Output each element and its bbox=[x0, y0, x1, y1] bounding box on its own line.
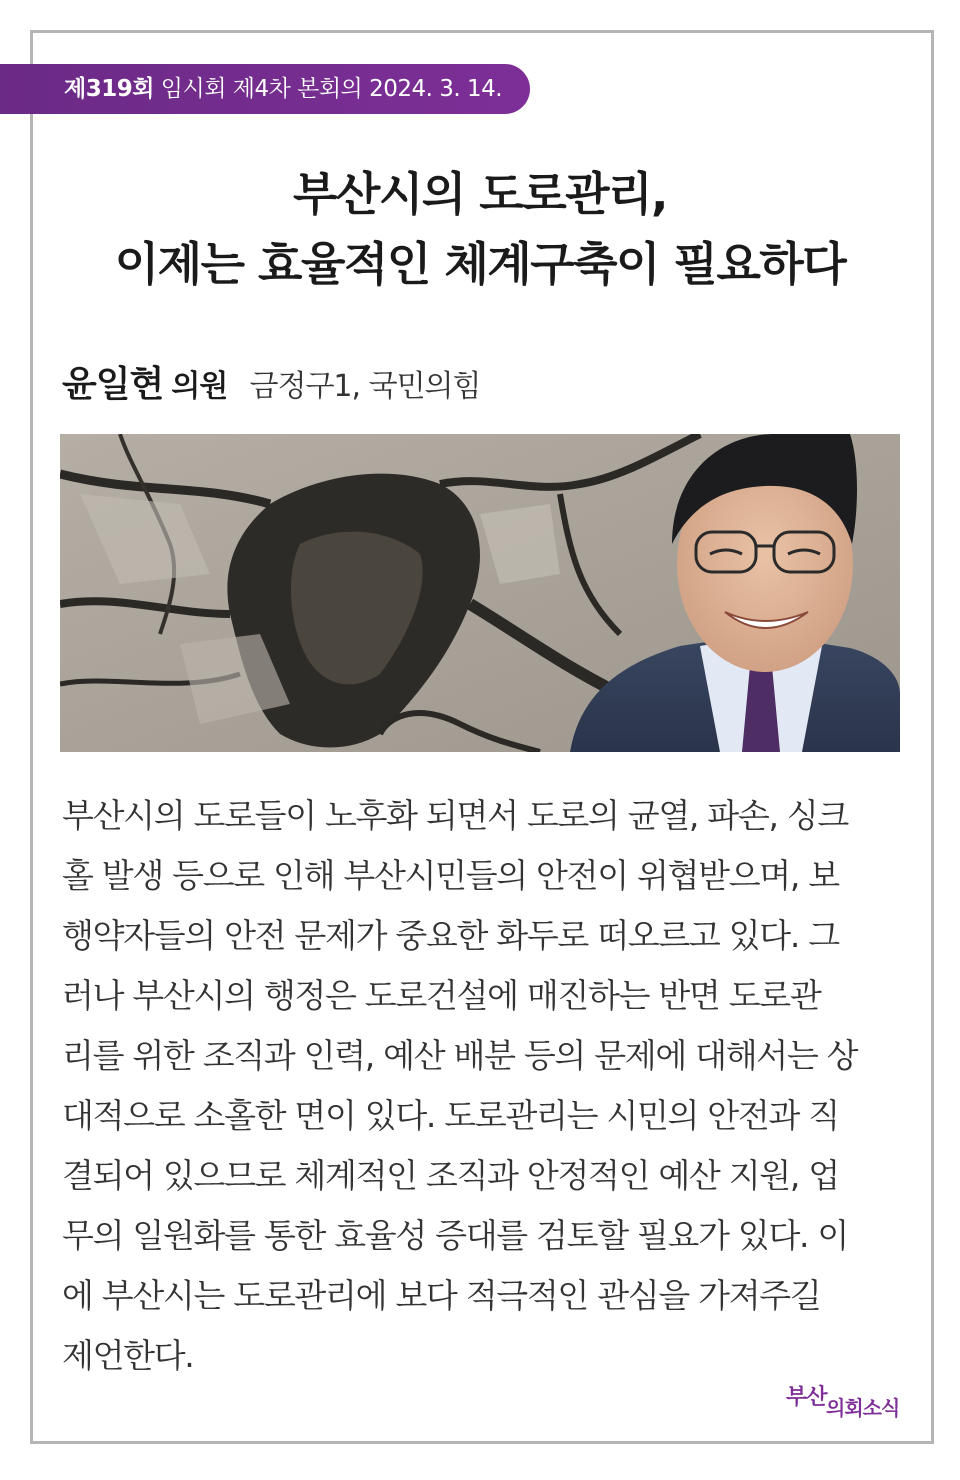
body-line: 대적으로 소홀한 면이 있다. 도로관리는 시민의 안전과 직 bbox=[62, 1096, 839, 1135]
body-line: 에 부산시는 도로관리에 보다 적극적인 관심을 가져주길 bbox=[62, 1276, 821, 1315]
logo-word-busan: 부산 bbox=[786, 1385, 827, 1410]
speaker-district: 금정구1, 국민의힘 bbox=[249, 369, 481, 404]
body-line: 결되어 있으므로 체계적인 조직과 안정적인 예산 지원, 업 bbox=[62, 1156, 839, 1195]
byline bbox=[62, 356, 481, 407]
body-line: 제언한다. bbox=[62, 1336, 194, 1375]
headline-line-1: 부산시의 도로관리, bbox=[293, 167, 667, 221]
article-photo bbox=[60, 434, 900, 752]
body-line: 행약자들의 안전 문제가 중요한 화두로 떠오르고 있다. 그 bbox=[62, 916, 839, 955]
body-line: 리를 위한 조직과 인력, 예산 배분 등의 문제에 대해서는 상 bbox=[62, 1036, 858, 1075]
article-body bbox=[62, 786, 900, 1386]
logo-word-news: 의회소식 bbox=[826, 1396, 900, 1420]
headline-line-2: 이제는 효율적인 체계구축이 필요하다 bbox=[114, 237, 846, 291]
body-line: 러나 부산시의 행정은 도로건설에 매진하는 반면 도로관 bbox=[62, 976, 821, 1015]
session-banner bbox=[0, 64, 530, 114]
body-line: 부산시의 도로들이 노후화 되면서 도로의 균열, 파손, 싱크 bbox=[62, 796, 849, 835]
council-news-logo bbox=[786, 1376, 916, 1420]
cracked-road-with-portrait-image bbox=[60, 434, 900, 752]
speaker-name: 윤일현 bbox=[62, 364, 164, 405]
body-line: 홀 발생 등으로 인해 부산시민들의 안전이 위협받으며, 보 bbox=[62, 856, 839, 895]
session-meeting: 임시회 제4차 본회의 2024. 3. 14. bbox=[160, 76, 503, 102]
session-number: 제319회 bbox=[64, 76, 154, 102]
speaker-title: 의원 bbox=[171, 369, 228, 404]
body-line: 무의 일원화를 통한 효율성 증대를 검토할 필요가 있다. 이 bbox=[62, 1216, 849, 1255]
